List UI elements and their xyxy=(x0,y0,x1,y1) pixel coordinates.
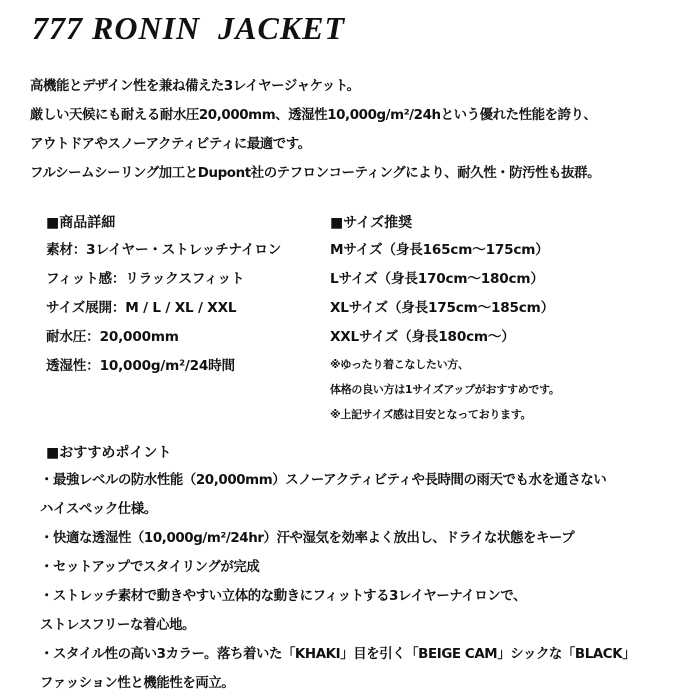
size-note: 体格の良い方は1サイズアップがおすすめです。 xyxy=(330,383,560,396)
size-row: Lサイズ（身長170cm～180cm） xyxy=(330,271,544,287)
product-details-section xyxy=(46,210,281,381)
product-title: 777 RONIN JACKET xyxy=(32,10,346,46)
intro-line: 厳しい天候にも耐える耐水圧20,000mm、透湿性10,000g/m²/24hという優れた性能を誇り、 xyxy=(30,108,597,123)
point-line: ストレスフリーな着心地。 xyxy=(40,618,195,633)
intro-line: フルシームシーリング加工とDupont社のテフロンコーティングにより、耐久性・防汚性も抜群。 xyxy=(30,166,601,181)
point-line: ・最強レベルの防水性能（20,000mm）スノーアクティビティや長時間の雨天でも水を通さない xyxy=(40,473,607,488)
recommended-points-section xyxy=(40,440,635,698)
intro-line: アウトドアやスノーアクティビティに最適です。 xyxy=(30,137,311,152)
recommended-points-heading: ■おすすめポイント xyxy=(46,445,172,461)
size-recommendation-heading: ■サイズ推奨 xyxy=(330,215,413,231)
point-line: ・快適な透湿性（10,000g/m²/24hr）汗や湿気を効率よく放出し、ドライな状態をキープ xyxy=(40,531,575,546)
size-row: XXLサイズ（身長180cm～） xyxy=(330,329,515,345)
detail-row: 素材：3レイヤー・ストレッチナイロン xyxy=(46,242,282,258)
detail-row: 透湿性：10,000g/m²/24時間 xyxy=(46,358,235,374)
size-row: XLサイズ（身長175cm～185cm） xyxy=(330,300,555,316)
size-note: ※上記サイズ感は目安となっております。 xyxy=(330,408,532,421)
size-note: ※ゆったり着こなしたい方、 xyxy=(330,358,469,371)
point-line: ・スタイル性の高い3カラー。落ち着いた「KHAKI」目を引く「BEIGE CAM」シックな「BLACK」 xyxy=(40,647,636,662)
intro-paragraph xyxy=(30,72,600,188)
size-row: Mサイズ（身長165cm～175cm） xyxy=(330,242,549,258)
detail-row: サイズ展開：M / L / XL / XXL xyxy=(46,300,237,316)
intro-line: 高機能とデザイン性を兼ね備えた3レイヤージャケット。 xyxy=(30,79,360,94)
detail-row: フィット感：リラックスフィット xyxy=(46,271,245,287)
point-line: ハイスペック仕様。 xyxy=(40,502,157,517)
point-line: ・セットアップでスタイリングが完成 xyxy=(40,560,260,575)
point-line: ファッション性と機能性を両立。 xyxy=(40,676,235,691)
size-recommendation-section xyxy=(330,210,560,427)
point-line: ・ストレッチ素材で動きやすい立体的な動きにフィットする3レイヤーナイロンで、 xyxy=(40,589,527,604)
detail-row: 耐水圧：20,000mm xyxy=(46,329,179,345)
product-details-heading: ■商品詳細 xyxy=(46,215,116,231)
